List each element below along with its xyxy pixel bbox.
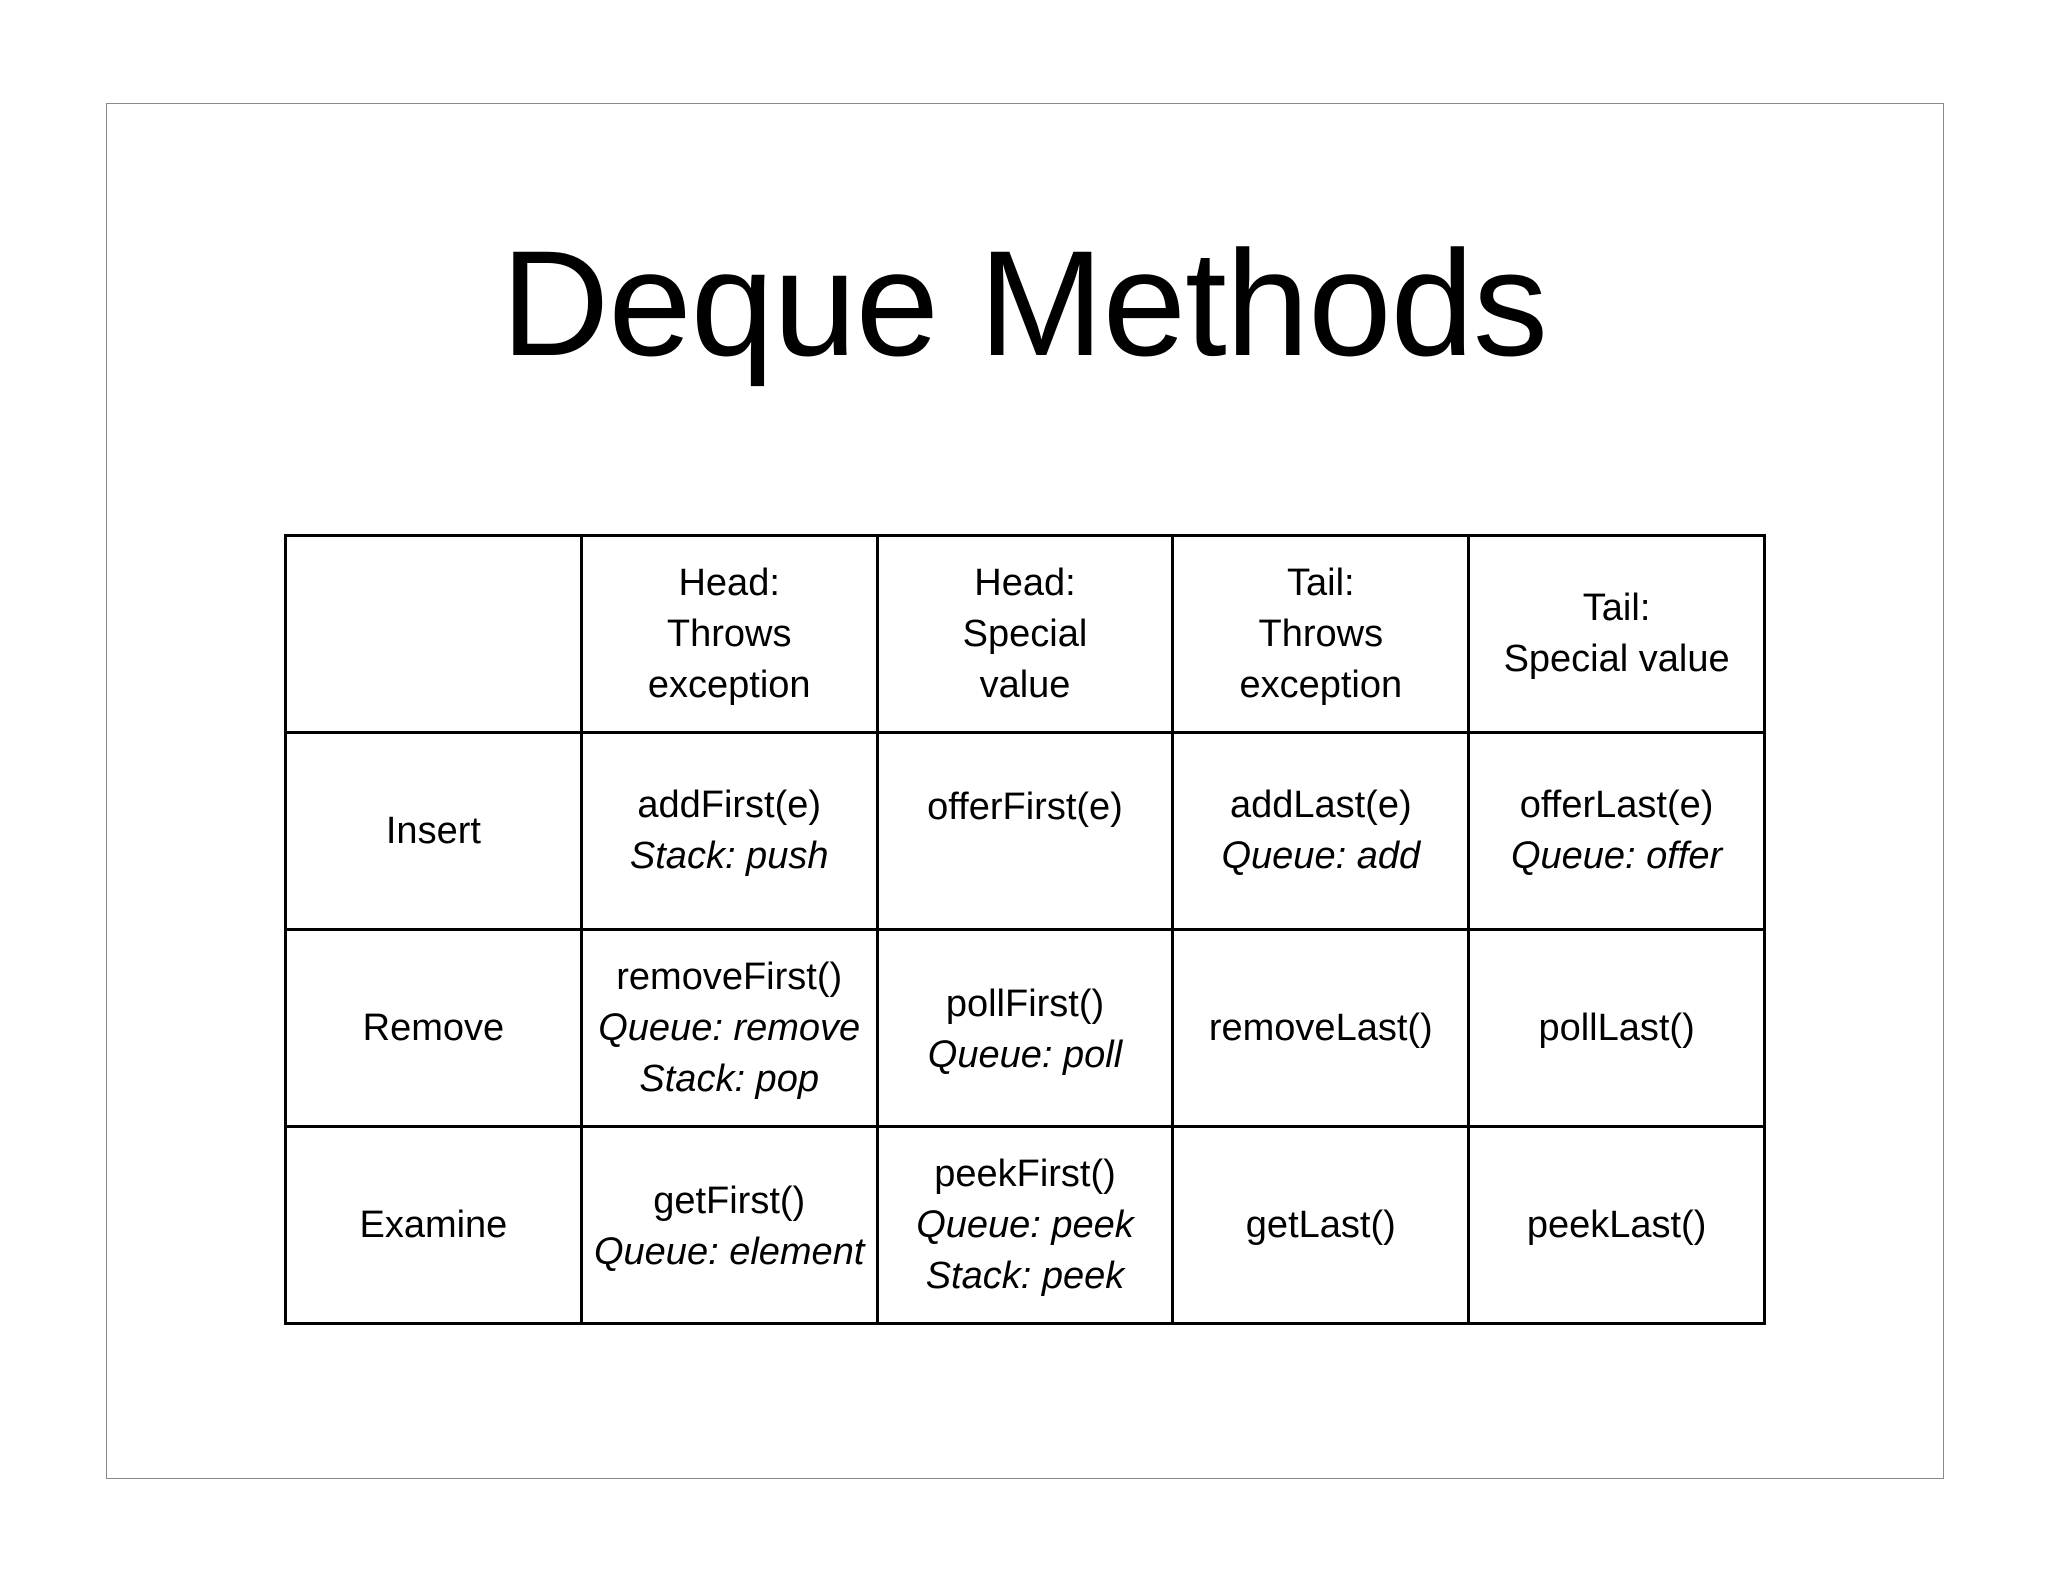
header-line: Special <box>962 612 1088 655</box>
row-label-remove: Remove <box>286 930 582 1127</box>
header-line: value <box>979 663 1071 706</box>
method-name: offerFirst(e) <box>927 786 1123 828</box>
header-line: Head: <box>974 561 1076 604</box>
cell-offer-first <box>877 733 1173 930</box>
table-row-examine <box>286 1127 1765 1324</box>
method-name: removeLast() <box>1208 1006 1433 1049</box>
corner-cell <box>286 536 582 733</box>
cell-get-last <box>1173 1127 1469 1324</box>
method-alias: Stack: pop <box>639 1057 819 1100</box>
header-line: exception <box>647 663 811 706</box>
header-cell-tail-throws <box>1173 536 1469 733</box>
cell-add-last <box>1173 733 1469 930</box>
method-name: getFirst() <box>653 1180 806 1222</box>
method-name: peekFirst() <box>934 1152 1116 1195</box>
cell-peek-last <box>1469 1127 1765 1324</box>
method-alias: Queue: element <box>593 1231 865 1273</box>
row-label-examine: Examine <box>286 1127 582 1324</box>
method-name: removeFirst() <box>616 955 843 998</box>
header-cell-head-special <box>877 536 1173 733</box>
method-alias: Stack: push <box>629 835 829 877</box>
method-alias: Queue: remove <box>598 1006 861 1049</box>
header-cell-tail-special <box>1469 536 1765 733</box>
cell-add-first <box>581 733 877 930</box>
header-line: Tail: <box>1287 561 1355 604</box>
method-alias: Queue: peek <box>916 1203 1134 1246</box>
cell-remove-first <box>581 930 877 1127</box>
cell-poll-last <box>1469 930 1765 1127</box>
table-header-row <box>286 536 1765 733</box>
method-name: pollFirst() <box>945 983 1105 1025</box>
method-name: peekLast() <box>1526 1203 1707 1246</box>
method-name: pollLast() <box>1538 1006 1695 1049</box>
cell-offer-last <box>1469 733 1765 930</box>
cell-get-first <box>581 1127 877 1324</box>
header-line: Head: <box>678 561 780 604</box>
method-alias: Queue: poll <box>927 1034 1123 1076</box>
method-alias: Stack: peek <box>925 1254 1125 1297</box>
method-alias: Queue: add <box>1221 835 1421 877</box>
cell-remove-last <box>1173 930 1469 1127</box>
method-name: addFirst(e) <box>637 784 822 826</box>
method-name: offerLast(e) <box>1519 784 1714 826</box>
cell-peek-first <box>877 1127 1173 1324</box>
row-label-insert: Insert <box>286 733 582 930</box>
header-line: Throws <box>1258 612 1384 655</box>
header-line: exception <box>1239 663 1403 706</box>
header-line: Special value <box>1503 638 1730 680</box>
method-name: getLast() <box>1245 1203 1396 1246</box>
header-cell-head-throws <box>581 536 877 733</box>
header-line: Throws <box>666 612 792 655</box>
slide-title: Deque Methods <box>500 219 1547 387</box>
header-line: Tail: <box>1582 587 1651 629</box>
table-row-remove <box>286 930 1765 1127</box>
method-name: addLast(e) <box>1229 784 1412 826</box>
method-alias: Queue: offer <box>1510 835 1723 877</box>
deque-methods-table <box>284 534 1766 1325</box>
cell-poll-first <box>877 930 1173 1127</box>
table-row-insert <box>286 733 1765 930</box>
